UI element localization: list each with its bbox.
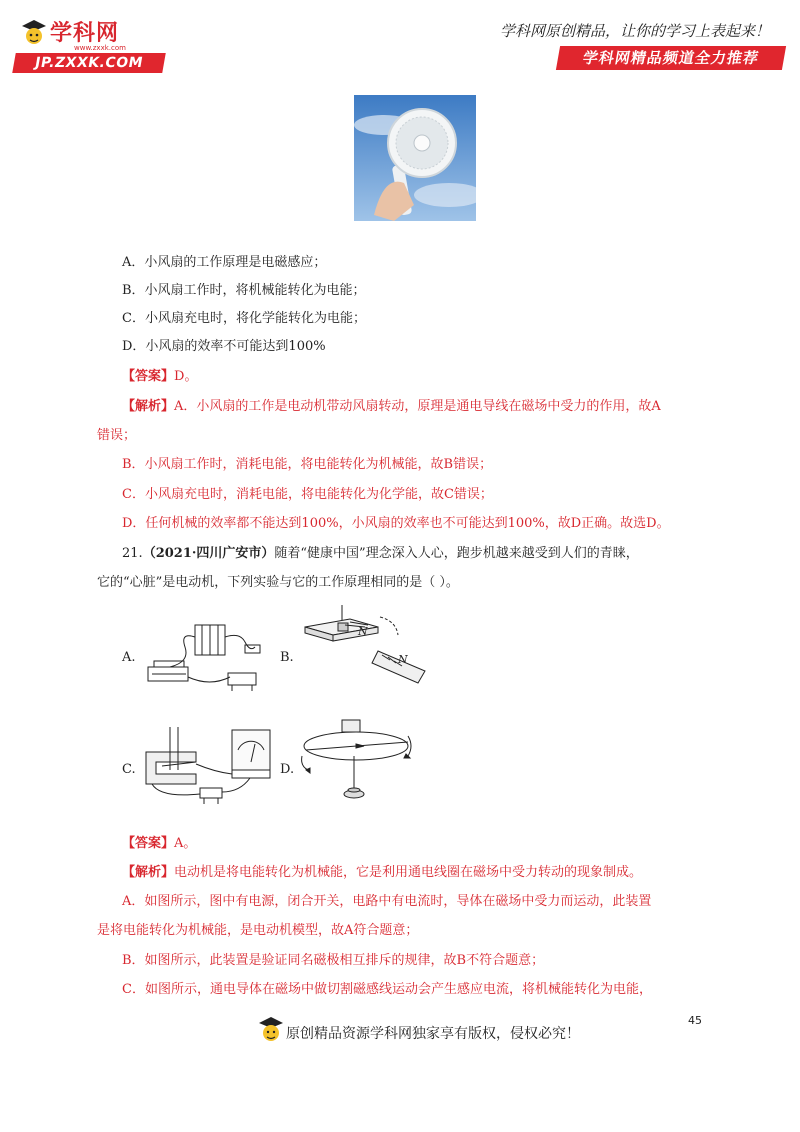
q20-answer [122,367,197,387]
fig-label-d: D. [280,762,295,777]
q20-option-b: B．小风扇工作时，将机械能转化为电能； [122,283,366,298]
logo-subtext: www.zxxk.com [74,44,126,52]
site-logo[interactable] [14,16,164,76]
mascot-icon [20,18,48,50]
answer-tag: 【答案】 [122,369,175,384]
q21-stem-line1 [122,544,639,564]
fig-label-b: B. [280,650,294,665]
footer-copyright: 原创精品资源学科网独家享有版权，侵权必究！ [286,1026,580,1042]
header-slogan: 学科网原创精品，让你的学习上表起来！ [500,22,771,40]
question-number: 21. [122,546,143,561]
q20-analysis-line: B．小风扇工作时，消耗电能，将电能转化为机械能，故B错误； [122,457,493,472]
q21-answer [122,834,196,854]
fig-label-a: A. [122,650,136,665]
stem-text: 随着“健康中国”理念深入人心，跑步机越来越受到人们的青睐， [274,546,639,561]
analysis-text: A．小风扇的工作是电动机带动风扇转动，原理是通电导线在磁场中受力的作用，故A [174,399,661,414]
page-number: 45 [688,1014,702,1027]
figure-b-magnets [300,605,440,695]
handheld-fan-photo [354,95,476,221]
q20-option-a: A．小风扇的工作原理是电磁感应； [122,255,327,270]
figure-a-motor-circuit [140,617,270,693]
figure-c-generator [140,722,280,808]
q21-stem-line2: 它的“心脏”是电动机，下列实验与它的工作原理相同的是（ ）。 [97,575,459,590]
q20-analysis-line: 错误； [97,428,137,443]
question-source: （2021·四川广安市） [142,546,275,561]
logo-bar: JP.ZXXK.COM [12,53,166,73]
analysis-tag: 【解析】 [122,865,175,880]
figure-d-rotating-coil [296,716,416,804]
q20-analysis-line: C．小风扇充电时，消耗电能，将电能转化为化学能，故C错误； [122,487,493,502]
fig-label-c: C. [122,762,136,777]
q20-option-d: D．小风扇的效率不可能达到100% [122,339,326,354]
analysis-tag: 【解析】 [122,399,175,414]
magnet-pole-label: N [398,653,408,666]
q21-analysis-line: 是将电能转化为机械能，是电动机模型，故A符合题意； [97,923,419,938]
q21-analysis-line [122,863,642,883]
analysis-text: 电动机是将电能转化为机械能，它是利用通电线圈在磁场中受力转动的现象制成。 [174,865,643,880]
q21-analysis-line: A．如图所示，图中有电源，闭合开关，电路中有电流时，导体在磁场中受力而运动，此装置 [122,894,652,909]
magnet-pole-label: N [358,625,368,638]
mascot-icon [258,1016,284,1046]
answer-tag: 【答案】 [122,836,175,851]
q20-option-c: C．小风扇充电时，将化学能转化为电能； [122,311,366,326]
logo-text: 学科网 [50,21,120,46]
q21-analysis-line: C．如图所示，通电导体在磁场中做切割磁感线运动会产生感应电流，将机械能转化为电能， [122,982,652,997]
q21-analysis-line: B．如图所示，此装置是验证同名磁极相互排斥的规律，故B不符合题意； [122,953,545,968]
header-banner: 学科网精品频道全力推荐 [556,46,786,70]
q20-analysis-line [122,397,661,417]
q20-analysis-line: D．任何机械的效率都不能达到100%，小风扇的效率也不可能达到100%，故D正确。故选D。 [122,516,670,531]
answer-value: A。 [174,836,197,851]
answer-value: D。 [174,369,198,384]
